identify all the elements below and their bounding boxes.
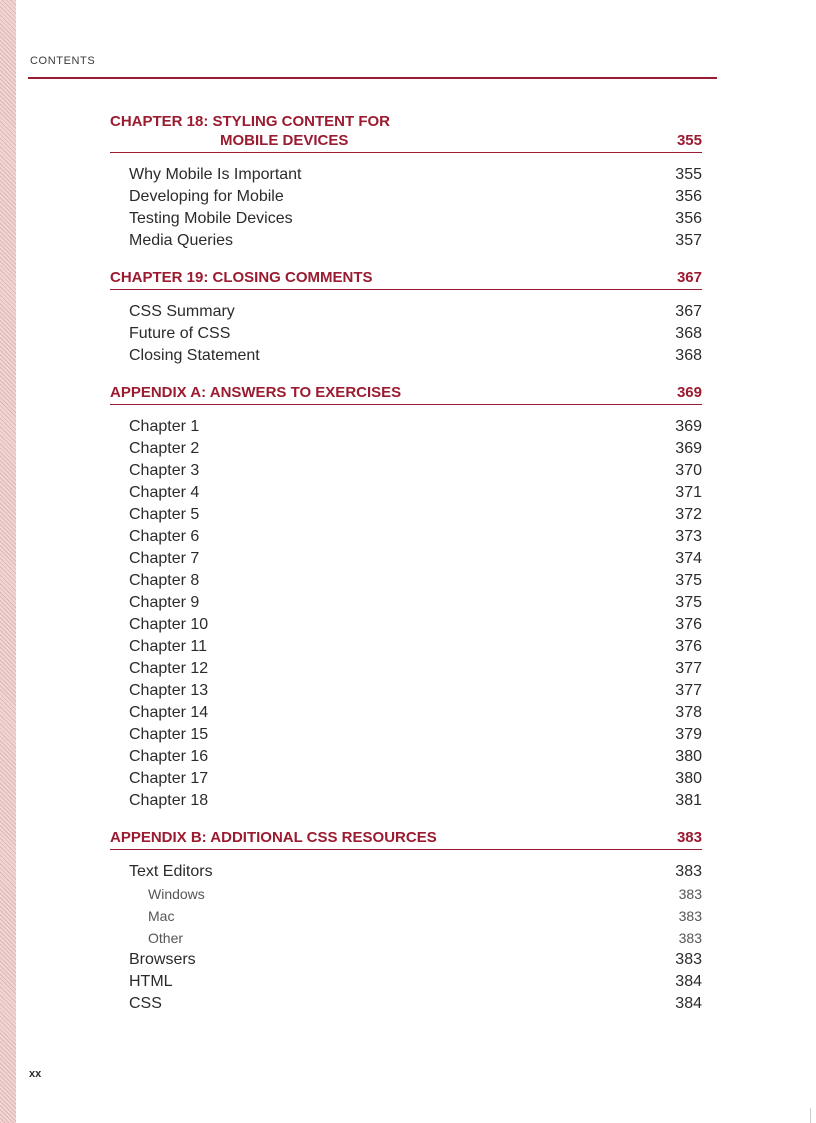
entry-label: Chapter 17 <box>129 770 209 787</box>
chapter-title-line: APPENDIX A: ANSWERS TO EXERCISES <box>110 384 402 401</box>
chapter-title-line: CHAPTER 18: STYLING CONTENT FOR <box>110 113 391 130</box>
entry-page-number: 371 <box>675 484 702 501</box>
chapter-heading[interactable] <box>110 268 702 290</box>
chapter-page-number: 369 <box>676 384 702 401</box>
chapter-heading[interactable] <box>110 383 702 405</box>
toc-entry[interactable] <box>110 482 702 504</box>
entry-page-number: 373 <box>675 528 702 545</box>
toc-section <box>110 112 702 252</box>
entry-page-number: 381 <box>675 792 702 809</box>
chapter-title <box>110 828 437 847</box>
toc-entry[interactable] <box>110 323 702 345</box>
entry-label: Chapter 11 <box>129 638 207 655</box>
chapter-page-number: 355 <box>676 132 702 149</box>
entry-page-number: 380 <box>675 770 702 787</box>
entry-page-number: 379 <box>675 726 702 743</box>
entry-label: Chapter 16 <box>129 748 209 765</box>
entry-label: Chapter 4 <box>129 484 200 501</box>
toc-entry[interactable] <box>110 680 702 702</box>
entry-page-number: 368 <box>675 325 702 342</box>
entry-label: Chapter 5 <box>129 506 200 523</box>
entry-page-number: 372 <box>675 506 702 523</box>
entry-page-number: 356 <box>675 188 702 205</box>
entry-label: Chapter 14 <box>129 704 209 721</box>
toc-entry[interactable] <box>110 993 702 1015</box>
entry-page-number: 377 <box>675 660 702 677</box>
toc-subentry[interactable] <box>110 905 702 927</box>
chapter-title-line: APPENDIX B: ADDITIONAL CSS RESOURCES <box>110 829 437 846</box>
page-edge-decoration <box>0 0 16 1123</box>
toc-subentry[interactable] <box>110 883 702 905</box>
entry-label: Windows <box>148 886 205 902</box>
entry-label: CSS <box>129 995 162 1012</box>
entry-label: Chapter 18 <box>129 792 209 809</box>
toc-entry[interactable] <box>110 768 702 790</box>
toc-entry[interactable] <box>110 570 702 592</box>
entry-page-number: 369 <box>675 440 702 457</box>
entry-page-number: 383 <box>678 908 702 924</box>
entry-list <box>110 405 702 812</box>
entry-page-number: 378 <box>675 704 702 721</box>
entry-page-number: 383 <box>678 886 702 902</box>
entry-label: Chapter 3 <box>129 462 200 479</box>
toc-entry[interactable] <box>110 702 702 724</box>
entry-label: Future of CSS <box>129 325 231 342</box>
table-of-contents <box>110 112 702 1031</box>
toc-entry[interactable] <box>110 614 702 636</box>
toc-entry[interactable] <box>110 504 702 526</box>
entry-label: HTML <box>129 973 173 990</box>
toc-entry[interactable] <box>110 790 702 812</box>
toc-entry[interactable] <box>110 724 702 746</box>
entry-label: Why Mobile Is Important <box>129 166 302 183</box>
toc-entry[interactable] <box>110 301 702 323</box>
toc-entry[interactable] <box>110 208 702 230</box>
entry-label: Chapter 13 <box>129 682 209 699</box>
entry-page-number: 384 <box>675 973 702 990</box>
entry-list <box>110 153 702 252</box>
toc-section <box>110 268 702 367</box>
entry-label: Browsers <box>129 951 196 968</box>
toc-entry[interactable] <box>110 658 702 680</box>
header-rule <box>28 77 717 79</box>
toc-subentry[interactable] <box>110 927 702 949</box>
entry-page-number: 356 <box>675 210 702 227</box>
running-head: CONTENTS <box>30 55 96 67</box>
entry-page-number: 369 <box>675 418 702 435</box>
entry-page-number: 383 <box>675 951 702 968</box>
entry-list <box>110 850 702 1015</box>
toc-entry[interactable] <box>110 438 702 460</box>
entry-page-number: 368 <box>675 347 702 364</box>
entry-page-number: 376 <box>675 638 702 655</box>
toc-entry[interactable] <box>110 230 702 252</box>
toc-entry[interactable] <box>110 186 702 208</box>
entry-label: Chapter 10 <box>129 616 209 633</box>
entry-label: Developing for Mobile <box>129 188 284 205</box>
toc-entry[interactable] <box>110 636 702 658</box>
entry-page-number: 380 <box>675 748 702 765</box>
toc-entry[interactable] <box>110 164 702 186</box>
entry-label: Chapter 12 <box>129 660 209 677</box>
toc-entry[interactable] <box>110 861 702 883</box>
chapter-page-number: 367 <box>676 269 702 286</box>
page-edge-mark <box>810 1108 816 1123</box>
chapter-heading[interactable] <box>110 828 702 850</box>
entry-label: Chapter 2 <box>129 440 200 457</box>
entry-page-number: 383 <box>678 930 702 946</box>
chapter-title <box>110 383 401 402</box>
entry-page-number: 367 <box>675 303 702 320</box>
entry-label: Chapter 9 <box>129 594 200 611</box>
entry-page-number: 376 <box>675 616 702 633</box>
entry-label: Other <box>148 930 184 946</box>
entry-page-number: 355 <box>675 166 702 183</box>
chapter-page-number: 383 <box>676 829 702 846</box>
chapter-title-line: MOBILE DEVICES <box>220 132 349 149</box>
entry-page-number: 375 <box>675 572 702 589</box>
entry-label: Media Queries <box>129 232 234 249</box>
chapter-title <box>110 112 390 150</box>
entry-label: Closing Statement <box>129 347 260 364</box>
toc-entry[interactable] <box>110 548 702 570</box>
entry-label: Mac <box>148 908 175 924</box>
entry-page-number: 384 <box>675 995 702 1012</box>
entry-label: Testing Mobile Devices <box>129 210 293 227</box>
entry-label: Chapter 15 <box>129 726 209 743</box>
entry-label: Text Editors <box>129 863 213 880</box>
entry-label: Chapter 1 <box>129 418 200 435</box>
entry-page-number: 374 <box>675 550 702 567</box>
toc-entry[interactable] <box>110 345 702 367</box>
entry-page-number: 383 <box>675 863 702 880</box>
toc-entry[interactable] <box>110 746 702 768</box>
toc-entry[interactable] <box>110 971 702 993</box>
chapter-title-line: CHAPTER 19: CLOSING COMMENTS <box>110 269 373 286</box>
entry-label: CSS Summary <box>129 303 235 320</box>
chapter-heading[interactable] <box>110 112 702 153</box>
toc-entry[interactable] <box>110 949 702 971</box>
toc-entry[interactable] <box>110 416 702 438</box>
entry-label: Chapter 7 <box>129 550 200 567</box>
entry-label: Chapter 6 <box>129 528 200 545</box>
entry-page-number: 357 <box>675 232 702 249</box>
toc-entry[interactable] <box>110 592 702 614</box>
toc-entry[interactable] <box>110 526 702 548</box>
entry-page-number: 370 <box>675 462 702 479</box>
entry-page-number: 375 <box>675 594 702 611</box>
toc-entry[interactable] <box>110 460 702 482</box>
entry-label: Chapter 8 <box>129 572 200 589</box>
entry-list <box>110 290 702 367</box>
toc-section <box>110 828 702 1015</box>
toc-section <box>110 383 702 812</box>
page-number: xx <box>29 1068 42 1080</box>
entry-page-number: 377 <box>675 682 702 699</box>
chapter-title <box>110 268 373 287</box>
